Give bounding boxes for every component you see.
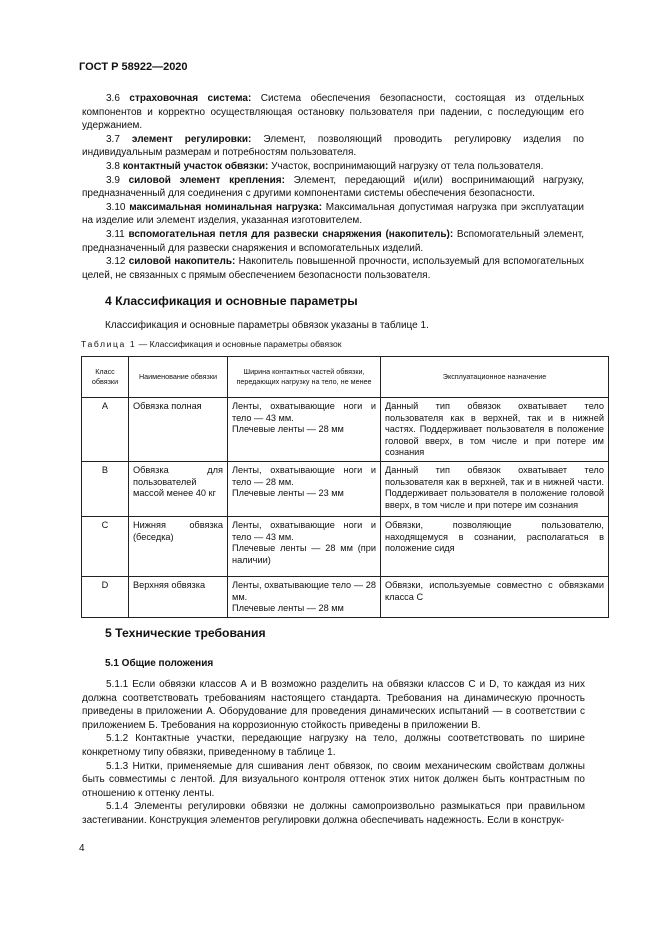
cell-purpose: Данный тип обвязок охватывает тело пользователя как в верхней, так и в нижней части. Поддерживает пользователя в положение головой вверх, в том числе и при потере им сознания: [381, 461, 609, 516]
table-row: [82, 516, 609, 576]
definition-item: 3.9 силовой элемент крепления: Элемент, передающий и(или) воспринимающий нагрузку, предназначенный для соединения с другими компонентами системы обеспечения безопасности.: [82, 174, 584, 200]
table-row: [82, 576, 609, 617]
definition-item: 3.7 элемент регулировки: Элемент, позволяющий проводить регулировку изделия по индивидуальным размерам и потребностям пользователя.: [82, 133, 584, 159]
definition-term: силовой накопитель:: [128, 256, 236, 268]
table-caption: Таблица 1 — Классификация и основные параметры обвязок: [81, 339, 342, 349]
page-number: 4: [79, 843, 85, 854]
cell-class: A: [82, 398, 129, 462]
column-header: Эксплуатационное назначение: [381, 357, 609, 398]
cell-name: Нижняя обвязка (беседка): [129, 516, 228, 576]
standard-header: ГОСТ Р 58922—2020: [79, 61, 188, 73]
column-header: Класс обвязки: [82, 357, 129, 398]
cell-width: Ленты, охватывающие ноги и тело — 43 мм. Плечевые ленты — 28 мм (при наличии): [228, 516, 381, 576]
table-row: [82, 461, 609, 516]
definition-term: элемент регулировки:: [131, 133, 252, 145]
classification-table: [81, 356, 609, 618]
requirements-text: [82, 678, 585, 828]
cell-purpose: Данный тип обвязок охватывает тело пользователя как в верхней, так и в нижней частях. Поддерживает пользователя в положение головой вверх, в том числе и при потере им сознания: [381, 398, 609, 462]
cell-width: Ленты, охватывающие тело — 28 мм. Плечевые ленты — 28 мм: [228, 576, 381, 617]
cell-name: Обвязка полная: [129, 398, 228, 462]
cell-purpose: Обвязки, используемые совместно с обвязками класса С: [381, 576, 609, 617]
paragraph: 5.1.1 Если обвязки классов А и В возможно разделить на обвязки классов С и D, то каждая из них должна соответствовать требованиям настоящего стандарта. Требования на динамическую прочность приведены в приложении А. Оборудование для проведения динамических испытаний — в соответствии с приложением Б. Требования на коррозионную стойкость приведены в приложении В.: [82, 679, 585, 731]
definition-term: контактный участок обвязки:: [122, 160, 269, 172]
section-5-heading: 5 Технические требования: [105, 626, 266, 640]
column-header: Ширина контактных частей обвязки, передающих нагрузку на тело, не менее: [228, 357, 381, 398]
cell-width: Ленты, охватывающие ноги и тело — 43 мм. Плечевые ленты — 28 мм: [228, 398, 381, 462]
definitions-list: [82, 92, 584, 282]
paragraph: 5.1.3 Нитки, применяемые для сшивания лент обвязок, по своим механическим свойствам должны быть совместимы с лентой. Для визуального контроля оттенок этих ниток должен быть контрастным по отношению к оттенку ленты.: [82, 760, 585, 799]
cell-name: Верхняя обвязка: [129, 576, 228, 617]
definition-item: 3.8 контактный участок обвязки: Участок, воспринимающий нагрузку от тела пользователя.: [106, 160, 544, 172]
table-header-row: [82, 357, 609, 398]
definition-item: 3.10 максимальная номинальная нагрузка: Максимальная допустимая нагрузка при эксплуатации на изделие или элемент изделия, указанная изготовителем.: [82, 201, 585, 227]
definition-item: 3.11 вспомогательная петля для развески снаряжения (накопитель): Вспомогательный элемент, предназначенный для развески снаряжения и вспомогательных изделий.: [82, 228, 585, 254]
definition-item: 3.6 страховочная система: Система обеспечения безопасности, состоящая из отдельных компонентов и корректно осуществляющая остановку пользователя при падении, с последующим его удержанием.: [82, 93, 584, 132]
definition-term: вспомогательная петля для развески снаряжения (накопитель):: [128, 228, 454, 240]
paragraph: 5.1.2 Контактные участки, передающие нагрузку на тело, должны соответствовать по ширине конкретному типу обвязки, приведенному в таблице 1.: [82, 733, 585, 758]
paragraph: 5.1.4 Элементы регулировки обвязки не должны самопроизвольно размыкаться при правильном застегивании. Конструкция элементов регулировки должна обеспечивать надежность. Если в конструк-: [82, 801, 585, 826]
section-4-heading: 4 Классификация и основные параметры: [105, 294, 358, 308]
definition-item: 3.12 силовой накопитель: Накопитель повышенной прочности, используемый для вспомогательных целей, не связанных с прямым обеспечением безопасности пользователя.: [82, 256, 585, 281]
definition-term: силовой элемент крепления:: [128, 174, 285, 186]
definition-term: максимальная номинальная нагрузка:: [129, 201, 323, 213]
column-header: Наименование обвязки: [129, 357, 228, 398]
cell-width: Ленты, охватывающие ноги и тело — 28 мм. Плечевые ленты — 23 мм: [228, 461, 381, 516]
cell-class: C: [82, 516, 129, 576]
cell-name: Обвязка для пользователей массой менее 40 кг: [129, 461, 228, 516]
cell-class: D: [82, 576, 129, 617]
cell-class: B: [82, 461, 129, 516]
subsection-heading: 5.1 Общие положения: [105, 658, 214, 669]
section-4-intro: Классификация и основные параметры обвязок указаны в таблице 1.: [105, 320, 429, 331]
table-row: [82, 398, 609, 462]
cell-purpose: Обвязки, позволяющие пользователю, находящемуся в сознании, располагаться в положение сидя: [381, 516, 609, 576]
definition-term: страховочная система:: [129, 93, 252, 104]
